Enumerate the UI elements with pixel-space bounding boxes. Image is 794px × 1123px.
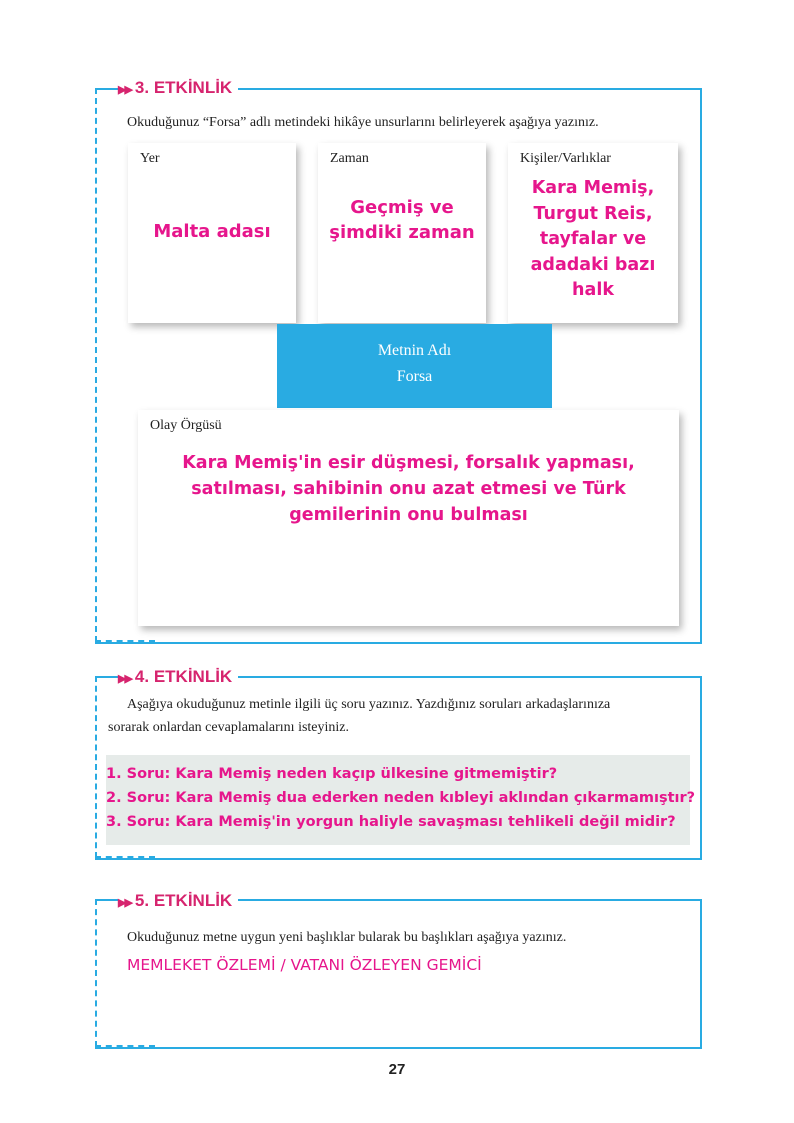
plot-answer: Kara Memiş'in esir düşmesi, forsalık yapması, satılması, sahibinin onu azat etmesi ve Türk gemilerinin onu bulması <box>182 453 635 525</box>
question-2: 2. Soru: Kara Memiş dua ederken neden kıbleyi aklından çıkarmamıştır? <box>106 790 696 806</box>
plot-label: Olay Örgüsü <box>150 418 222 433</box>
double-arrow-icon: ▶▶ <box>118 673 131 685</box>
double-arrow-icon: ▶▶ <box>118 897 131 909</box>
activity-5-instruction: Okuduğunuz metne uygun yeni başlıklar bularak bu başlıkları aşağıya yazınız. <box>127 930 567 945</box>
text-title-box <box>277 324 552 408</box>
activity-3-instruction: Okuduğunuz “Forsa” adlı metindeki hikâye unsurlarını belirleyerek aşağıya yazınız. <box>127 115 599 130</box>
activity-5-answer: MEMLEKET ÖZLEMİ / VATANI ÖZLEYEN GEMİCİ <box>127 956 482 974</box>
text-title-label: Metnin Adı <box>377 342 452 359</box>
characters-label: Kişiler/Varlıklar <box>520 151 611 166</box>
question-1: 1. Soru: Kara Memiş neden kaçıp ülkesine gitmemiştir? <box>106 766 558 782</box>
activity-4-instruction-line1: Aşağıya okuduğunuz metinle ilgili üç soru yazınız. Yazdığınız soruları arkadaşlarınıza <box>127 697 611 712</box>
characters-answer: Kara Memiş, Turgut Reis, tayfalar ve adadaki bazı halk <box>530 178 656 300</box>
place-label: Yer <box>140 151 160 166</box>
questions-box <box>106 755 696 845</box>
activity-4-heading: ▶▶ 4. ETKİNLİK <box>118 667 238 687</box>
question-3: 3. Soru: Kara Memiş'in yorgun haliyle savaşması tehlikeli değil midir? <box>106 814 676 830</box>
plot-card <box>138 410 679 626</box>
place-card <box>128 143 296 323</box>
activity-3-heading: ▶▶ 3. ETKİNLİK <box>118 78 238 98</box>
place-answer: Malta adası <box>153 221 271 242</box>
double-arrow-icon: ▶▶ <box>118 84 131 96</box>
activity-4-instruction-line2: sorarak onlardan cevaplamalarını isteyiniz. <box>108 720 350 735</box>
time-answer: Geçmiş ve şimdiki zaman <box>329 197 475 243</box>
characters-card <box>508 143 678 323</box>
page-number: 27 <box>388 1061 406 1078</box>
time-label: Zaman <box>330 151 369 166</box>
activity-5-heading: ▶▶ 5. ETKİNLİK <box>118 891 238 911</box>
text-title-value: Forsa <box>396 368 433 385</box>
time-card <box>318 143 486 323</box>
